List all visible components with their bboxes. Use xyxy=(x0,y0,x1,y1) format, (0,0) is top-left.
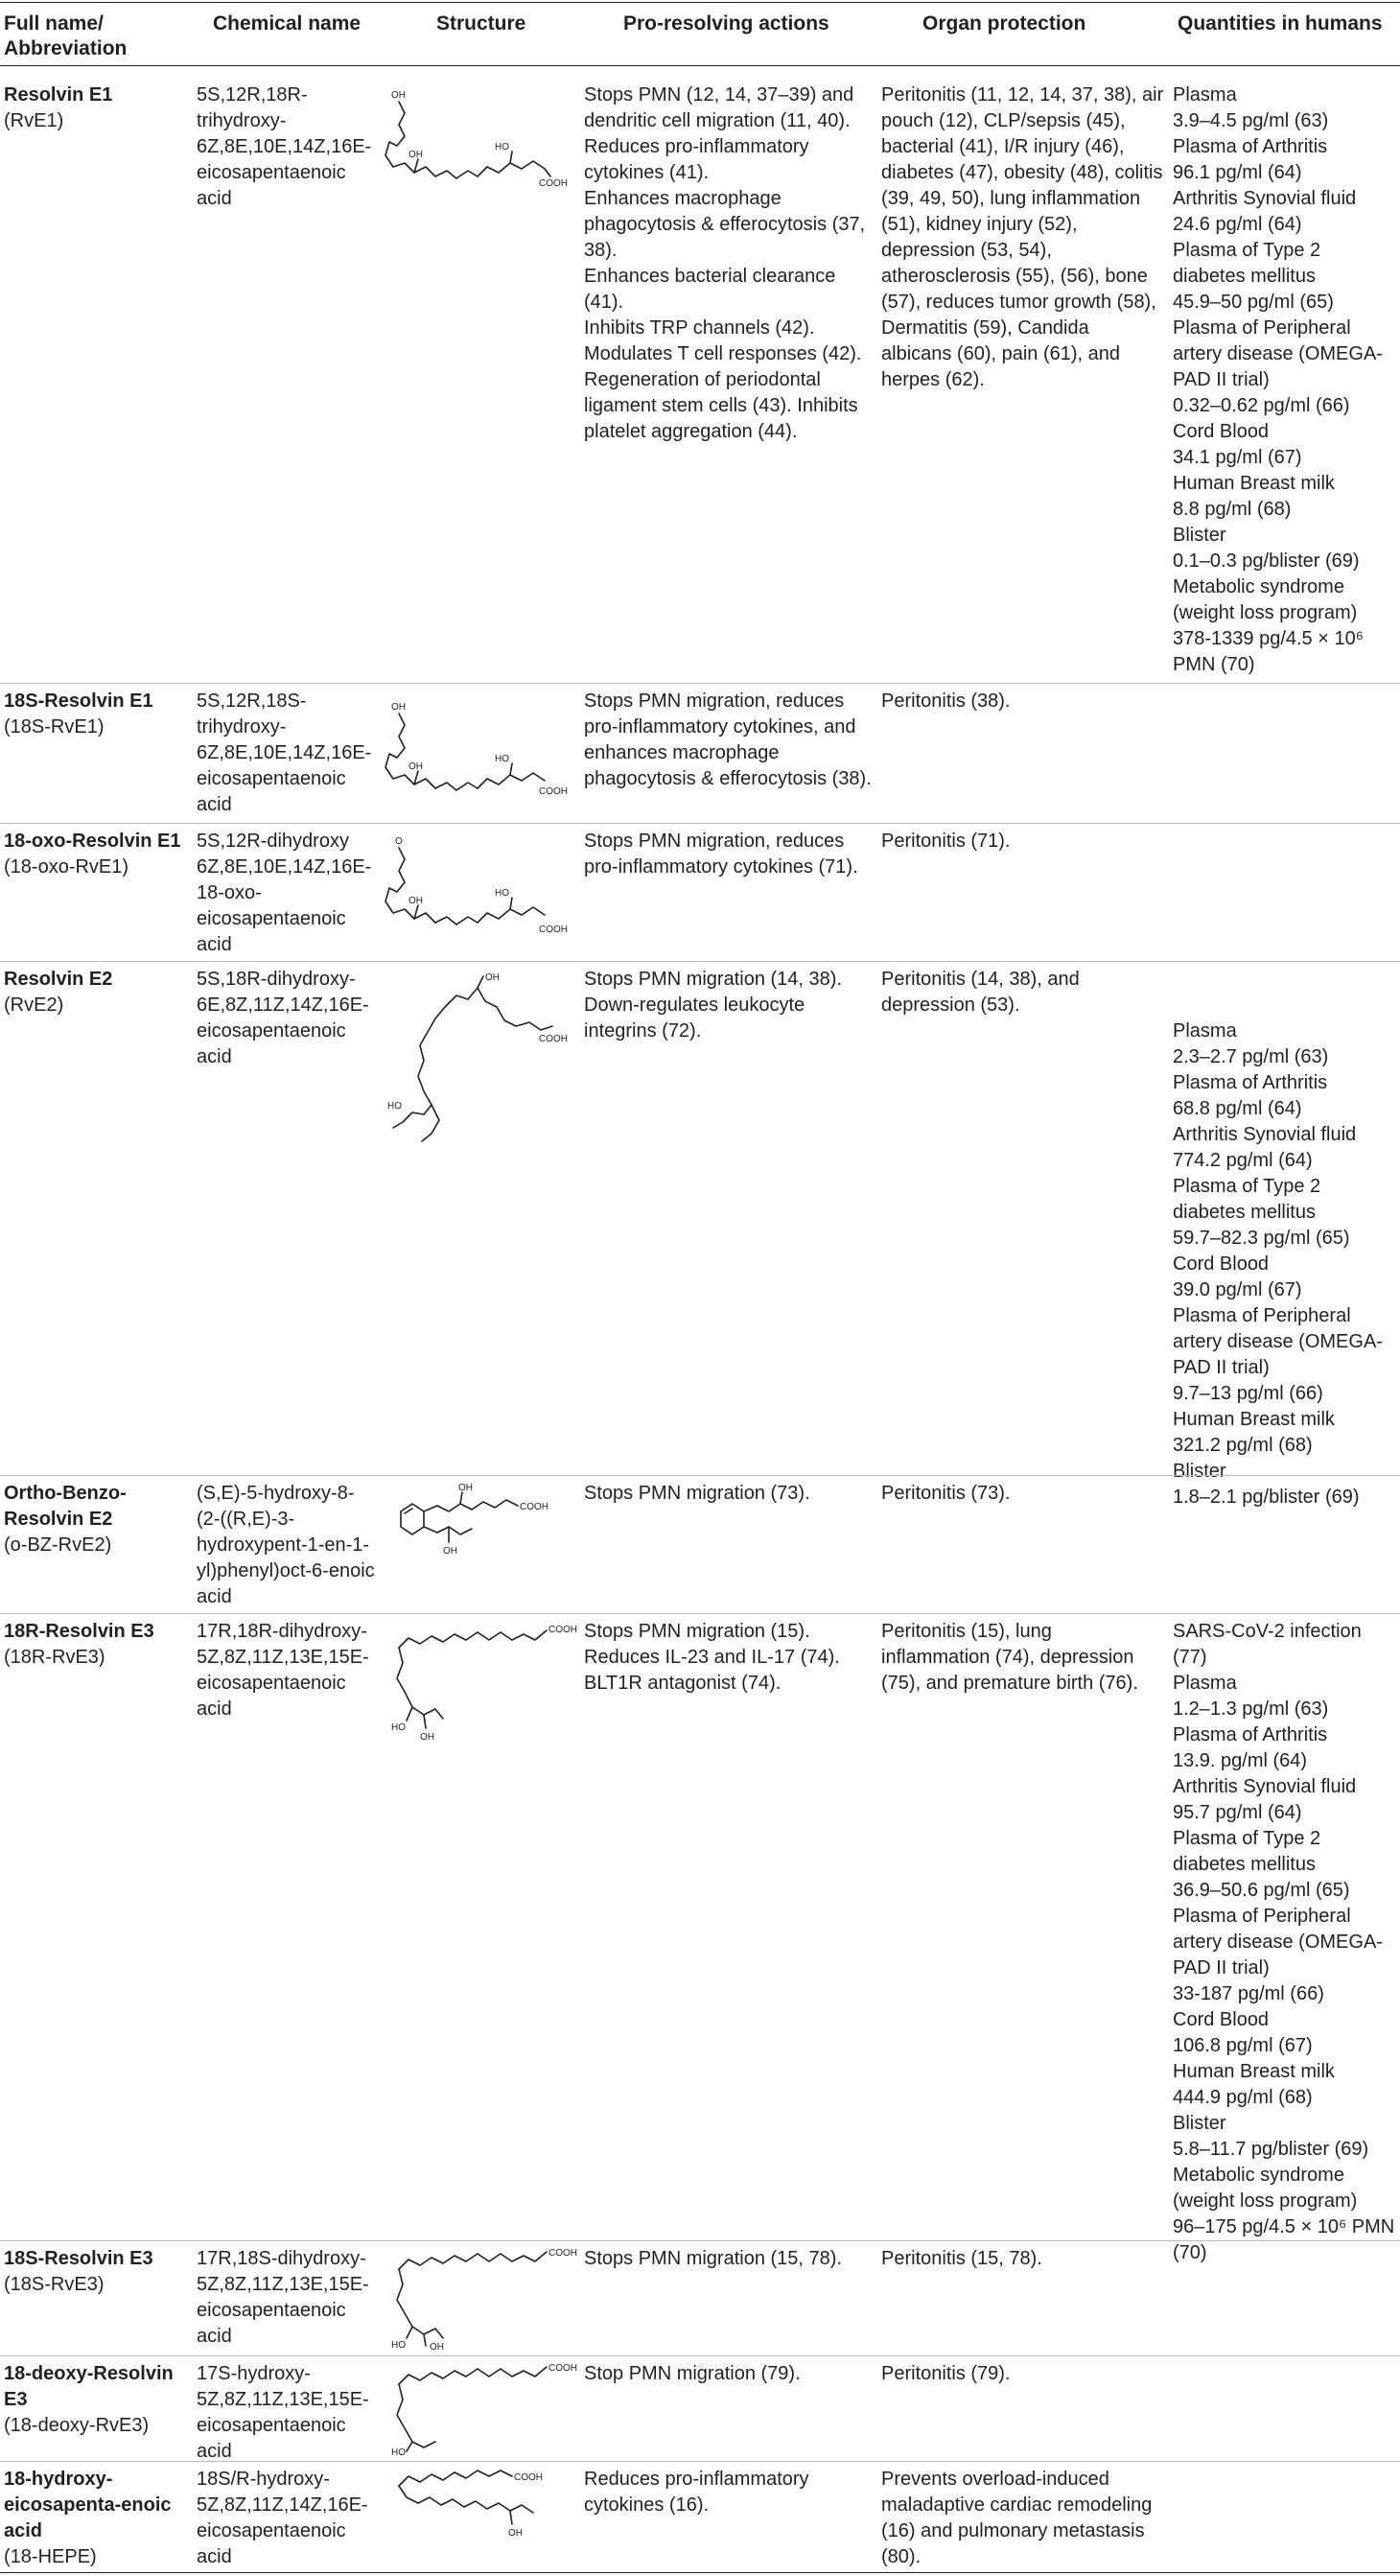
structure-cooh-label: COOH xyxy=(539,1034,568,1044)
structure-ho-label: HO xyxy=(495,142,509,152)
row-full-name xyxy=(4,82,196,134)
row-divider xyxy=(0,823,1400,824)
chemical-name: 5S,12R-dihydroxy 6Z,8E,10E,14Z,16E- 18-oxo- eicosapentaenoic acid xyxy=(197,831,372,955)
structure-oh-label: OH xyxy=(508,2528,523,2539)
full-name: Resolvin E2 xyxy=(4,969,113,990)
structure-ho-label: HO xyxy=(495,754,509,764)
full-name: Resolvin E1 xyxy=(4,84,113,105)
abbreviation: (18-deoxy-RvE3) xyxy=(4,2415,150,2436)
structure-drawing xyxy=(389,2467,581,2543)
row-full-name xyxy=(4,2361,196,2439)
abbreviation: (o-BZ-RvE2) xyxy=(4,1534,112,1556)
organ-protection: Peritonitis (73). xyxy=(881,1483,1011,1504)
full-name: 18S-Resolvin E3 xyxy=(4,2248,153,2269)
full-name: 18-oxo-Resolvin E1 xyxy=(4,831,181,852)
table-bottom-rule xyxy=(0,2572,1400,2573)
structure-drawing xyxy=(376,831,568,936)
row-full-name xyxy=(4,1481,196,1558)
organ-protection: Prevents overload-induced maladaptive cardiac remodeling (16) and pulmonary metastasis (80). xyxy=(881,2469,1153,2567)
structure-o-label: O xyxy=(395,836,403,847)
row-divider xyxy=(0,1475,1400,1476)
full-name: 18-hydroxy-eicosapenta-enoic acid xyxy=(4,2469,172,2541)
structure-ho-label: HO xyxy=(387,1101,402,1112)
structure-drawing xyxy=(389,2361,581,2457)
structure-oh-label: OH xyxy=(430,2342,444,2352)
structure-drawing xyxy=(376,969,577,1160)
pro-resolving-actions: Stops PMN migration, reduces pro-inflammatory cytokines (71). xyxy=(584,831,858,878)
structure-drawing xyxy=(389,2246,581,2352)
chemical-name: 17R,18S-dihydroxy- 5Z,8Z,11Z,13E,15E- eicosapentaenoic acid xyxy=(197,2248,369,2347)
structure-cooh-label: COOH xyxy=(539,786,568,796)
structure-cooh-label: COOH xyxy=(539,178,568,189)
organ-protection: Peritonitis (15, 78). xyxy=(881,2248,1042,2269)
abbreviation: (18R-RvE3) xyxy=(4,1647,105,1668)
pro-resolving-actions: Stops PMN migration (15, 78). xyxy=(584,2248,842,2269)
structure-oh-label: OH xyxy=(408,761,423,772)
structure-ho-label: HO xyxy=(391,1722,406,1733)
pro-resolving-actions: Stops PMN migration (14, 38). Down-regulates leukocyte integrins (72). xyxy=(584,969,842,1042)
structure-oh-label: OH xyxy=(420,1732,434,1743)
row-full-name xyxy=(4,967,196,1019)
pro-resolving-actions: Reduces pro-inflammatory cytokines (16). xyxy=(584,2469,809,2516)
pro-resolving-actions: Stops PMN migration (73). xyxy=(584,1483,810,1504)
chemical-name: 18S/R-hydroxy- 5Z,8Z,11Z,14Z,16E- eicosapentaenoic acid xyxy=(197,2469,368,2567)
row-full-name xyxy=(4,689,196,740)
organ-protection: Peritonitis (15), lung inflammation (74), depression (75), and premature birth (76). xyxy=(881,1621,1138,1694)
structure-ho-label: HO xyxy=(391,2340,406,2351)
organ-protection: Peritonitis (79). xyxy=(881,2363,1011,2384)
structure-oh-label: OH xyxy=(391,702,406,713)
abbreviation: (18S-RvE1) xyxy=(4,716,105,738)
row-divider xyxy=(0,2461,1400,2462)
quantities: Plasma 3.9–4.5 pg/ml (63) Plasma of Arthritis 96.1 pg/ml (64) Arthritis Synovial fluid 24.6 pg/ml (64) Plasma of Type 2 diabetes mellitus 45.9–50 pg/ml (65) Plasma of Peripheral artery disease (OMEGA-PAD II trial) 0.32–0.62 pg/ml (66) Cord Blood 34.1 pg/ml (67) Human Breast milk 8.8 pg/ml (68) Blister 0.1–0.3 pg/blister (69) Metabolic syndrome (weight loss program) 378-1339 pg/4.5 × 10⁶ PMN (70) xyxy=(1173,84,1383,675)
structure-cooh-label: COOH xyxy=(520,1502,548,1512)
full-name: 18R-Resolvin E3 xyxy=(4,1621,154,1642)
structure-cooh-label: COOH xyxy=(539,925,568,935)
full-name: Ortho-Benzo-Resolvin E2 xyxy=(4,1483,127,1530)
quantities: Plasma 2.3–2.7 pg/ml (63) Plasma of Arthritis 68.8 pg/ml (64) Arthritis Synovial fluid 774.2 pg/ml (64) Plasma of Type 2 diabetes mellitus 59.7–82.3 pg/ml (65) Cord Blood 39.0 pg/ml (67) Plasma of Peripheral artery disease (OMEGA-PAD II trial) 9.7–13 pg/ml (66) Human Breast milk 321.2 pg/ml (68) Blister 1.8–2.1 pg/blister (69) xyxy=(1173,1020,1383,1508)
organ-protection: Peritonitis (38). xyxy=(881,691,1011,712)
header-organ-protection: Organ protection xyxy=(922,12,1086,35)
structure-cooh-label: COOH xyxy=(548,2363,577,2374)
structure-oh-label: OH xyxy=(458,1483,473,1493)
pro-resolving-actions: Stops PMN (12, 14, 37–39) and dendritic cell migration (11, 40). Reduces pro-inflammatory cytokines (41). Enhances macrophage phagocytosis & efferocytosis (37, 38). Enhances bacterial clearance (41). Inhibits TRP channels (42). Modulates T cell responses (42). Regeneration of periodontal ligament stem cells (43). Inhibits platelet aggregation (44). xyxy=(584,84,866,442)
organ-protection: Peritonitis (71). xyxy=(881,831,1011,852)
chemical-name: 5S,12R,18S- trihydroxy- 6Z,8E,10E,14Z,16E- eicosapentaenoic acid xyxy=(197,691,372,815)
abbreviation: (RvE2) xyxy=(4,995,64,1016)
organ-protection: Peritonitis (11, 12, 14, 37, 38), air pouch (12), CLP/sepsis (45), bacterial (41), I/R injury (46), diabetes (47), obesity (48), colitis (39, 49, 50), lung inflammation (51), kidney injury (52), depression (53, 54), atherosclerosis (55), (56), bone (57), reduces tumor growth (58), Dermatitis (59), Candida albicans (60), pain (61), and herpes (62). xyxy=(881,84,1164,390)
chemical-name: 5S,18R-dihydroxy- 6E,8Z,11Z,14Z,16E- eicosapentaenoic acid xyxy=(197,969,369,1067)
pro-resolving-actions: Stops PMN migration, reduces pro-inflammatory cytokines, and enhances macrophage phagocytosis & efferocytosis (38). xyxy=(584,691,872,789)
row-full-name xyxy=(4,829,196,880)
row-divider xyxy=(0,683,1400,684)
abbreviation: (18S-RvE3) xyxy=(4,2274,105,2295)
structure-drawing xyxy=(389,1623,581,1747)
row-divider xyxy=(0,1613,1400,1614)
header-chemical-name: Chemical name xyxy=(213,12,362,35)
structure-oh-label: OH xyxy=(408,896,423,906)
pro-resolving-actions: Stop PMN migration (79). xyxy=(584,2363,801,2384)
table-top-rule xyxy=(0,2,1400,3)
header-structure: Structure xyxy=(436,12,526,35)
row-divider xyxy=(0,2355,1400,2356)
chemical-name: 5S,12R,18R- trihydroxy- 6Z,8E,10E,14Z,16E- eicosapentaenoic acid xyxy=(197,84,372,209)
structure-cooh-label: COOH xyxy=(548,2248,577,2259)
row-full-name xyxy=(4,2246,196,2298)
structure-ho-label: HO xyxy=(495,888,509,899)
header-full-name: Full name/ Abbreviation xyxy=(4,12,128,59)
structure-cooh-label: COOH xyxy=(514,2472,543,2483)
full-name: 18S-Resolvin E1 xyxy=(4,691,153,712)
full-name: 18-deoxy-Resolvin E3 xyxy=(4,2363,174,2410)
structure-oh-label: OH xyxy=(391,90,406,101)
row-divider xyxy=(0,961,1400,962)
organ-protection: Peritonitis (14, 38), and depression (53). xyxy=(881,969,1080,1016)
header-rule xyxy=(0,65,1400,66)
structure-cooh-label: COOH xyxy=(548,1625,577,1635)
structure-ho-label: HO xyxy=(391,2447,406,2457)
structure-oh-label: OH xyxy=(443,1546,457,1557)
chemical-name: 17S-hydroxy- 5Z,8Z,11Z,13E,15E- eicosapentaenoic acid xyxy=(197,2363,369,2462)
header-pro-resolving: Pro-resolving actions xyxy=(623,12,829,35)
chemical-name: (S,E)-5-hydroxy-8- (2-((R,E)-3- hydroxypent-1-en-1- yl)phenyl)oct-6-enoic acid xyxy=(197,1483,375,1607)
row-full-name xyxy=(4,2467,186,2570)
pro-resolving-actions: Stops PMN migration (15). Reduces IL-23 and IL-17 (74). BLT1R antagonist (74). xyxy=(584,1621,840,1694)
abbreviation: (18-HEPE) xyxy=(4,2546,97,2567)
structure-drawing xyxy=(382,1483,573,1569)
quantities: SARS-CoV-2 infection (77) Plasma 1.2–1.3 pg/ml (63) Plasma of Arthritis 13.9. pg/ml (64) Arthritis Synovial fluid 95.7 pg/ml (64) Plasma of Type 2 diabetes mellitus 36.9–50.6 pg/ml (65) Plasma of Peripheral artery disease (OMEGA-PAD II trial) 33-187 pg/ml (66) Cord Blood 106.8 pg/ml (67) Human Breast milk 444.9 pg/ml (68) Blister 5.8–11.7 pg/blister (69) Metabolic syndrome (weight loss program) 96–175 pg/4.5 × 10⁶ PMN (70) xyxy=(1173,1621,1395,2263)
abbreviation: (18-oxo-RvE1) xyxy=(4,856,129,878)
structure-drawing xyxy=(376,700,568,796)
row-full-name xyxy=(4,1619,196,1671)
row-divider xyxy=(0,2240,1400,2241)
abbreviation: (RvE1) xyxy=(4,110,64,131)
structure-oh-label: OH xyxy=(408,150,423,160)
structure-drawing xyxy=(376,84,568,190)
structure-oh-label: OH xyxy=(485,972,500,983)
chemical-name: 17R,18R-dihydroxy- 5Z,8Z,11Z,13E,15E- eicosapentaenoic acid xyxy=(197,1621,369,1720)
header-quantities: Quantities in humans xyxy=(1178,12,1383,35)
